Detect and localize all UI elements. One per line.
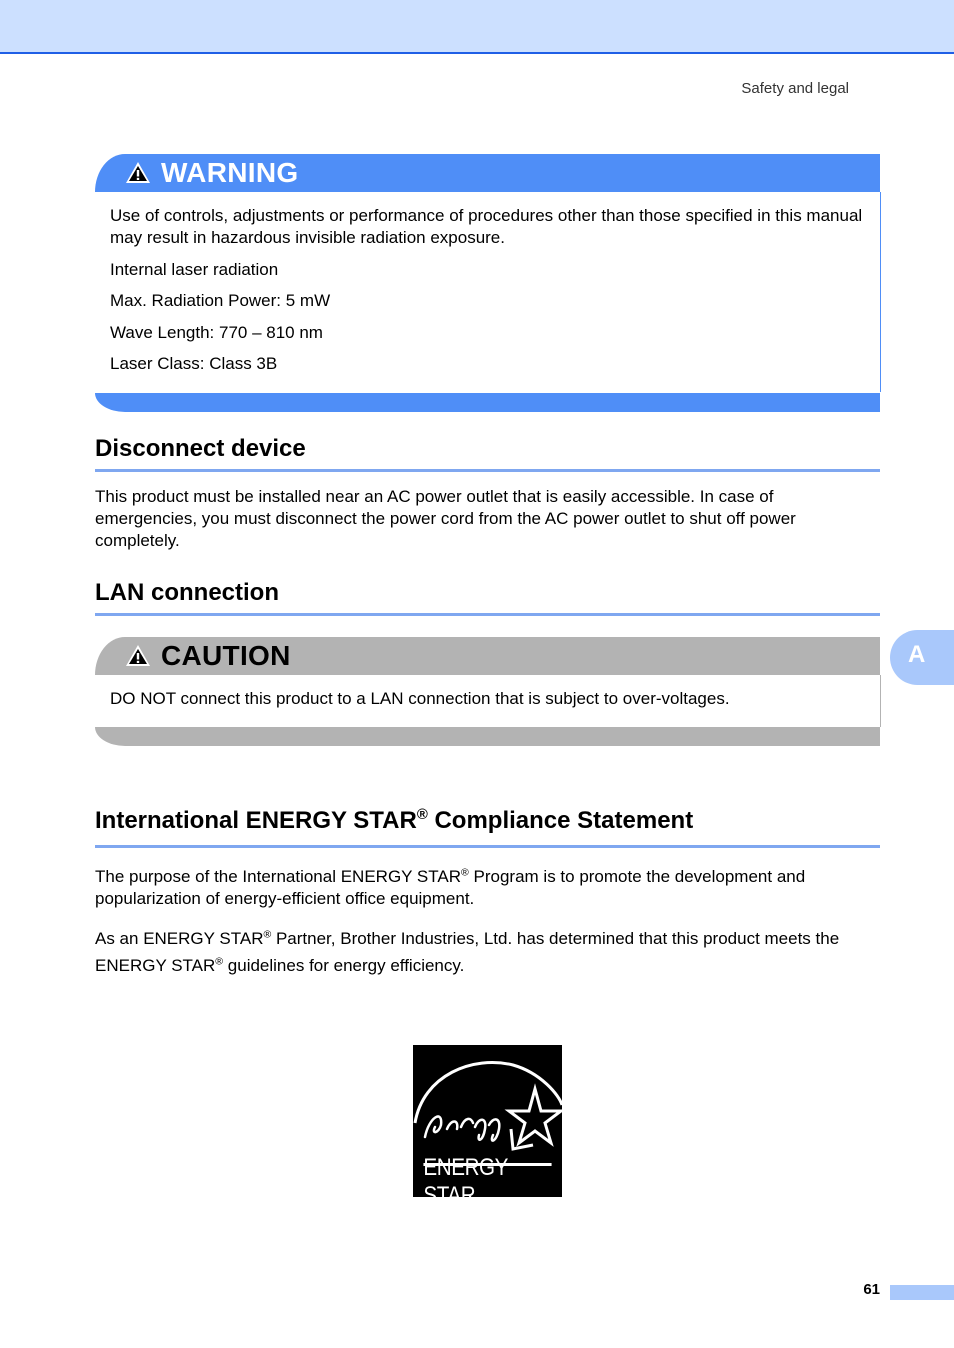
- caution-triangle-icon: [125, 644, 151, 668]
- top-header-band: [0, 0, 954, 54]
- warning-text-5: Laser Class: Class 3B: [110, 354, 278, 373]
- warning-footer-bar: [95, 393, 880, 412]
- disconnect-heading: Disconnect device: [95, 435, 306, 462]
- energy-paragraph-2: [95, 925, 880, 979]
- caution-footer-bar: [95, 727, 880, 746]
- energy-star-logo-caption: ENERGY STAR: [423, 1163, 551, 1197]
- disconnect-body: This product must be installed near an AC power outlet that is easily accessible. In case of emergencies, you must disconnect the power cord from the AC power outlet to shut off power completely.: [95, 487, 796, 550]
- disconnect-heading-rule: [95, 469, 880, 472]
- energy-heading: [95, 806, 880, 836]
- energy-p1-a: The purpose of the International ENERGY STAR: [95, 867, 462, 886]
- page-number-tab: [890, 1285, 954, 1300]
- energy-p2-reg-1: ®: [263, 928, 272, 941]
- energy-p1-reg: ®: [461, 866, 469, 879]
- warning-right-rule: [880, 192, 881, 392]
- warning-header: [95, 154, 880, 192]
- energy-p1-b: Program is to promote the development and popularization of energy-efficient office equipment.: [95, 867, 806, 908]
- warning-text-4: Wave Length: 770 – 810 nm: [110, 323, 323, 342]
- warning-text-3: Max. Radiation Power: 5 mW: [110, 291, 331, 310]
- energy-star-arc-icon: [413, 1045, 562, 1163]
- energy-p2-a: As an ENERGY STAR: [95, 929, 264, 948]
- energy-heading-pre: International ENERGY STAR: [95, 807, 417, 834]
- appendix-side-tab: [890, 630, 954, 685]
- caution-text: DO NOT connect this product to a LAN connection that is subject to over-voltages.: [110, 689, 730, 708]
- caution-title: CAUTION: [161, 640, 291, 671]
- caution-right-rule: [880, 675, 881, 727]
- warning-text-2: Internal laser radiation: [110, 260, 279, 279]
- lan-heading: LAN connection: [95, 579, 279, 606]
- warning-title: WARNING: [161, 157, 299, 188]
- warning-triangle-icon: [125, 161, 151, 185]
- running-header: Safety and legal: [741, 80, 849, 97]
- energy-heading-rule: [95, 845, 880, 848]
- energy-heading-reg: ®: [416, 807, 428, 823]
- energy-heading-post: Compliance Statement: [427, 807, 694, 834]
- lan-heading-rule: [95, 613, 880, 616]
- energy-p2-b: Partner, Brother Industries, Ltd. has determined that this product meets the ENERGY STAR: [95, 929, 840, 975]
- energy-p2-reg-2: ®: [215, 955, 224, 968]
- warning-text-1: Use of controls, adjustments or performance of procedures other than those specified in this manual may result in hazardous invisible radiation exposure.: [110, 206, 863, 247]
- energy-paragraph-1: [95, 866, 880, 910]
- page-number: 61: [863, 1281, 880, 1298]
- energy-star-logo: [413, 1045, 562, 1209]
- side-tab-letter: A: [908, 641, 926, 668]
- energy-p2-c: guidelines for energy efficiency.: [223, 956, 465, 975]
- caution-header: [95, 637, 880, 675]
